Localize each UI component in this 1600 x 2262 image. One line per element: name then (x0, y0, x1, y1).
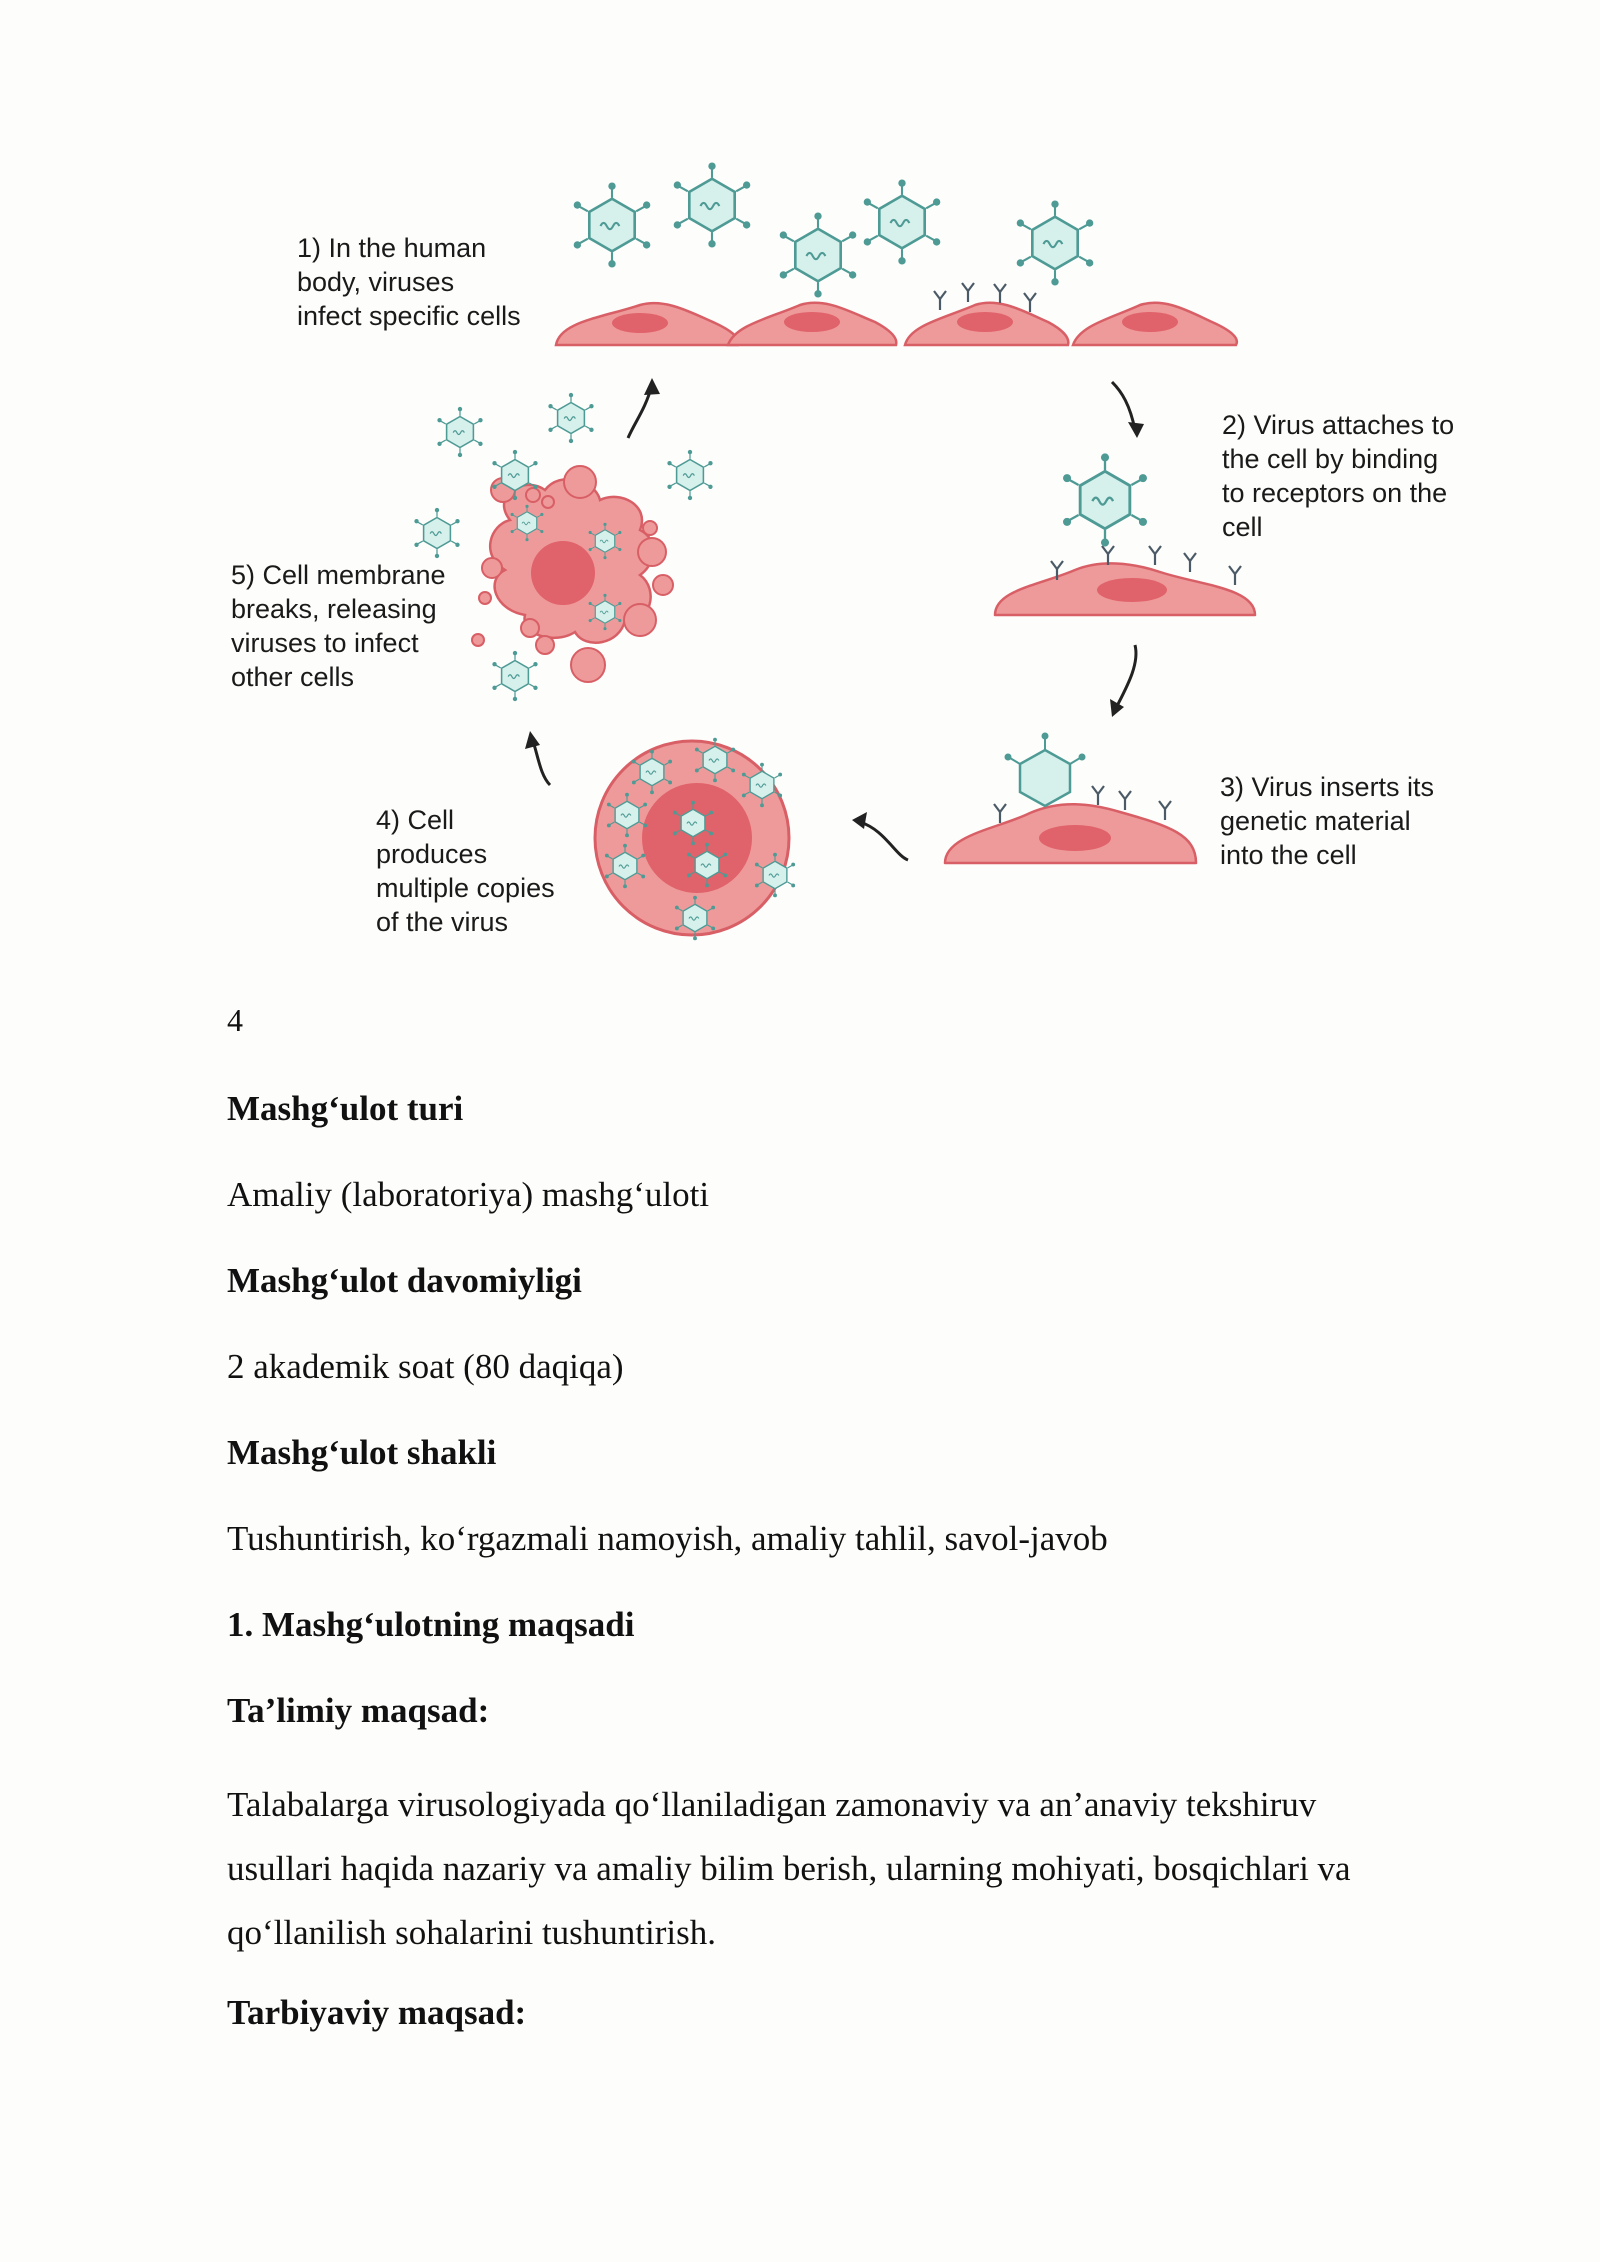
step-3-label: 3) Virus inserts its genetic material into the cell (1220, 772, 1435, 870)
step-2-label: 2) Virus attaches to the cell by binding to receptors on the cell (1222, 410, 1455, 542)
virus-icon (1005, 733, 1086, 807)
virus-life-cycle-diagram (0, 0, 1600, 1000)
form-text: Tushuntirish, ko‘rgazmali namoyish, amaliy tahlil, savol-javob (227, 1519, 1108, 1558)
document-body (227, 1085, 1427, 2075)
duration-heading: Mashg‘ulot davomiyligi (227, 1261, 582, 1300)
cell-icon (472, 466, 673, 682)
duration-text: 2 akademik soat (80 daqiqa) (227, 1347, 624, 1386)
form-heading: Mashg‘ulot shakli (227, 1433, 497, 1472)
step-1-label: 1) In the human body, viruses infect specific cells (297, 233, 521, 331)
cell-icon (556, 303, 1237, 345)
cell-icon (995, 563, 1255, 615)
type-heading: Mashg‘ulot turi (227, 1089, 464, 1128)
type-text: Amaliy (laboratoriya) mashg‘uloti (227, 1175, 710, 1214)
edu-goal-text: Talabalarga virusologiyada qo‘llaniladigan zamonaviy va an’anaviy tekshiruv usullari haqida nazariy va amaliy bilim berish, ularning mohiyati, bosqichlari va qo‘llanilish sohalarini tushuntirish. (227, 1785, 1351, 1952)
goal-heading: 1. Mashg‘ulotning maqsadi (227, 1605, 635, 1644)
edu-goal-heading: Ta’limiy maqsad: (227, 1691, 490, 1730)
step-4-label: 4) Cell produces multiple copies of the virus (376, 805, 555, 937)
cell-icon (945, 804, 1196, 863)
step-5-label: 5) Cell membrane breaks, releasing viruses to infect other cells (231, 560, 446, 692)
virus-icon (574, 162, 1094, 297)
page-number: 4 (227, 1002, 243, 1038)
virus-icon (1063, 453, 1147, 546)
upbringing-goal-heading: Tarbiyaviy maqsad: (227, 1993, 527, 2032)
